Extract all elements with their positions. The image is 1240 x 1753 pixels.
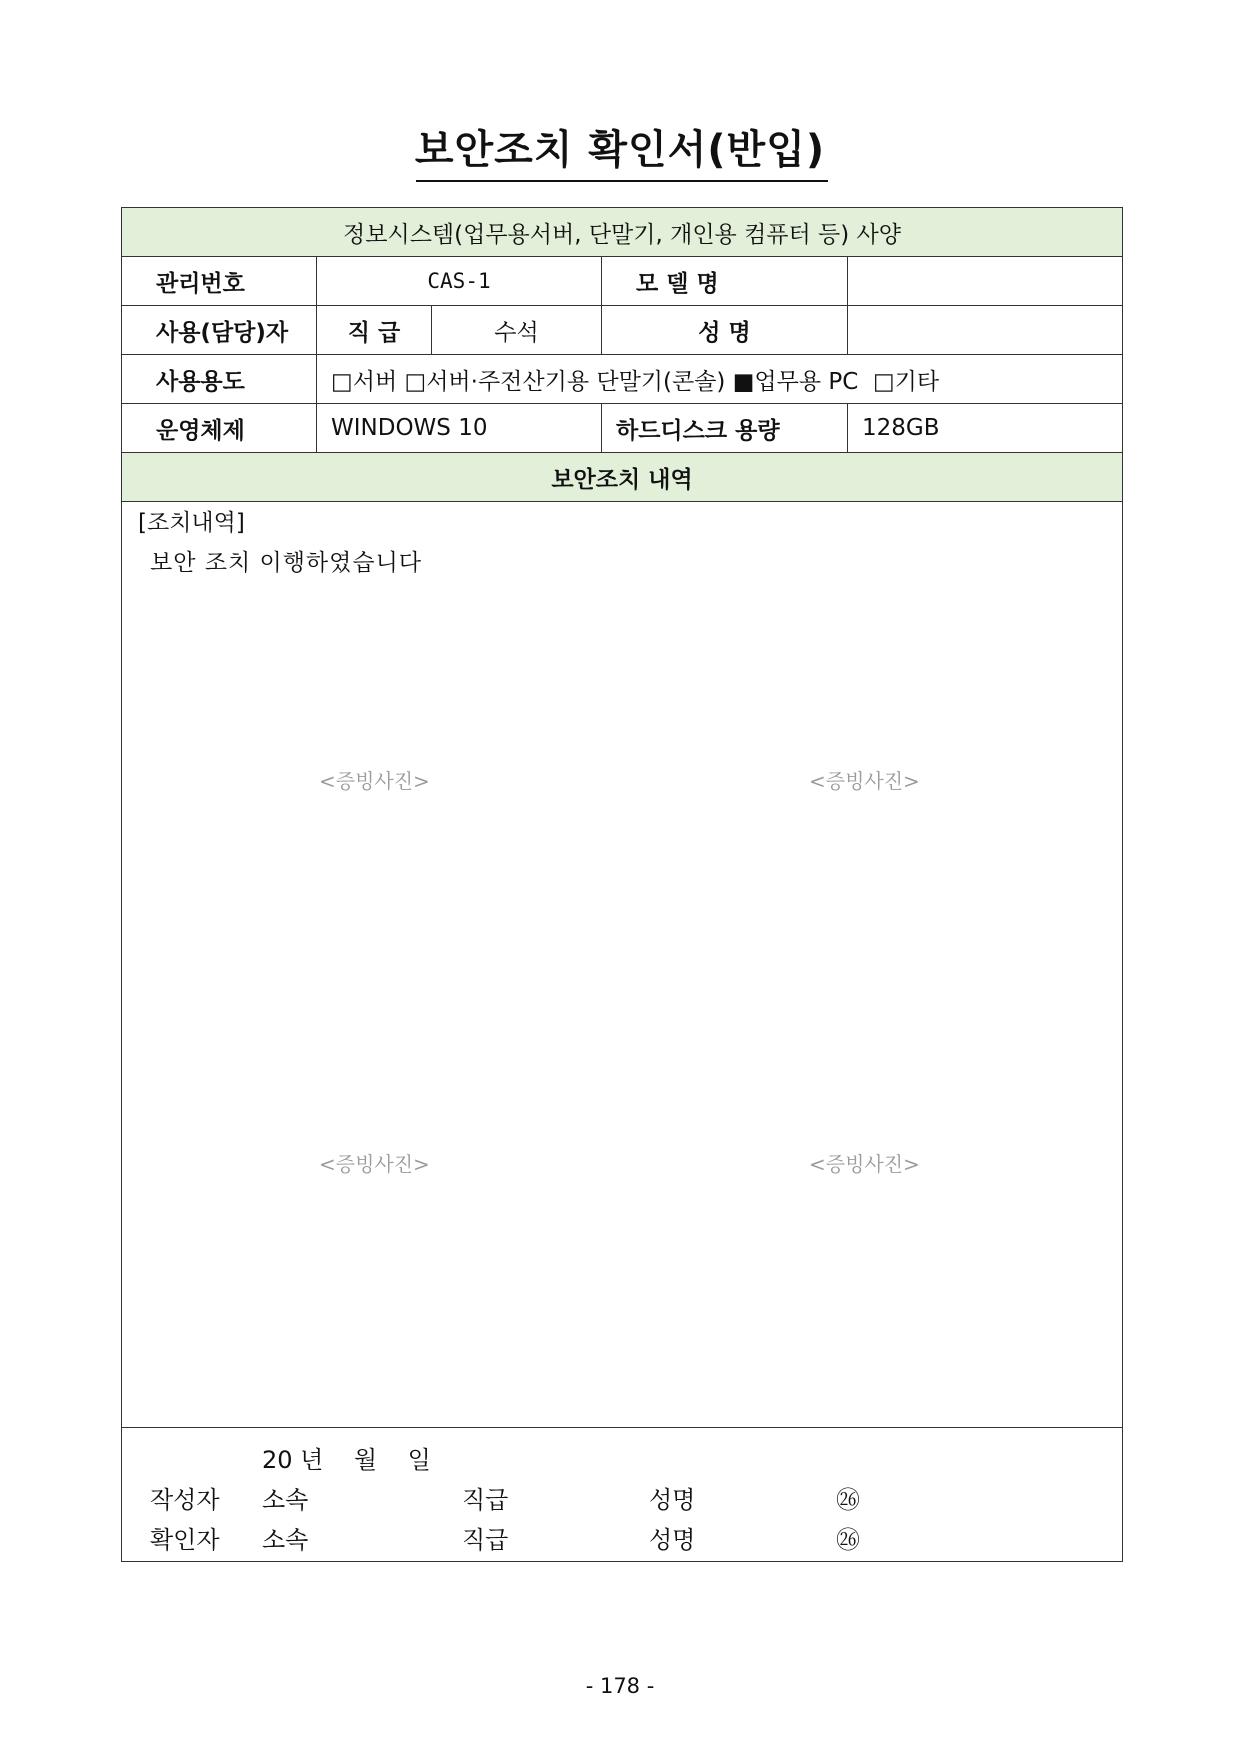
spec-header: 정보시스템(업무용서버, 단말기, 개인용 컴퓨터 등) 사양	[122, 208, 1123, 257]
title-underline	[416, 180, 828, 182]
user-label: 사용(담당)자	[122, 306, 317, 355]
writer-dept-label: 소속	[262, 1486, 309, 1514]
details-section-label: [조치내역]	[138, 510, 245, 536]
signature-cell	[122, 1428, 1123, 1562]
security-header: 보안조치 내역	[122, 453, 1123, 502]
name-label: 성 명	[602, 306, 848, 355]
os-label: 운영체제	[122, 404, 317, 453]
photo-placeholder-4: <증빙사진>	[809, 1152, 920, 1176]
details-cell	[122, 502, 1123, 1428]
management-no-value: CAS-1	[317, 257, 602, 306]
confirmer-dept-label: 소속	[262, 1526, 309, 1554]
confirmer-label: 확인자	[150, 1526, 220, 1554]
document-title: 보안조치 확인서(반입)	[414, 127, 826, 173]
details-row	[122, 502, 1123, 1428]
rank-label: 직 급	[317, 306, 432, 355]
disk-value: 128GB	[848, 404, 1123, 453]
page-number: - 178 -	[585, 1674, 655, 1698]
management-no-label: 관리번호	[122, 257, 317, 306]
date-line: 20 년 월 일	[262, 1446, 431, 1474]
rank-value: 수석	[432, 306, 602, 355]
details-text: 보안 조치 이행하였습니다	[150, 550, 423, 576]
writer-name-label: 성명	[649, 1486, 696, 1514]
spec-header-row	[122, 208, 1123, 257]
security-form-table	[121, 207, 1123, 1562]
security-header-row	[122, 453, 1123, 502]
user-row	[122, 306, 1123, 355]
usage-label: 사용용도	[122, 355, 317, 404]
os-row	[122, 404, 1123, 453]
writer-rank-label: 직급	[462, 1486, 509, 1514]
confirmer-seal: ㉖	[836, 1526, 860, 1554]
model-label: 모 델 명	[602, 257, 848, 306]
usage-options: □서버 □서버·주전산기용 단말기(콘솔) ■업무용 PC □기타	[317, 355, 1123, 404]
photo-placeholder-1: <증빙사진>	[319, 769, 430, 793]
photo-placeholder-2: <증빙사진>	[809, 769, 920, 793]
disk-label: 하드디스크 용량	[602, 404, 848, 453]
photo-placeholder-3: <증빙사진>	[319, 1152, 430, 1176]
writer-seal: ㉖	[836, 1486, 860, 1514]
name-value	[848, 306, 1123, 355]
management-row	[122, 257, 1123, 306]
model-value	[848, 257, 1123, 306]
usage-row	[122, 355, 1123, 404]
signature-row	[122, 1428, 1123, 1562]
os-value: WINDOWS 10	[317, 404, 602, 453]
confirmer-name-label: 성명	[649, 1526, 696, 1554]
writer-label: 작성자	[150, 1486, 220, 1514]
confirmer-rank-label: 직급	[462, 1526, 509, 1554]
